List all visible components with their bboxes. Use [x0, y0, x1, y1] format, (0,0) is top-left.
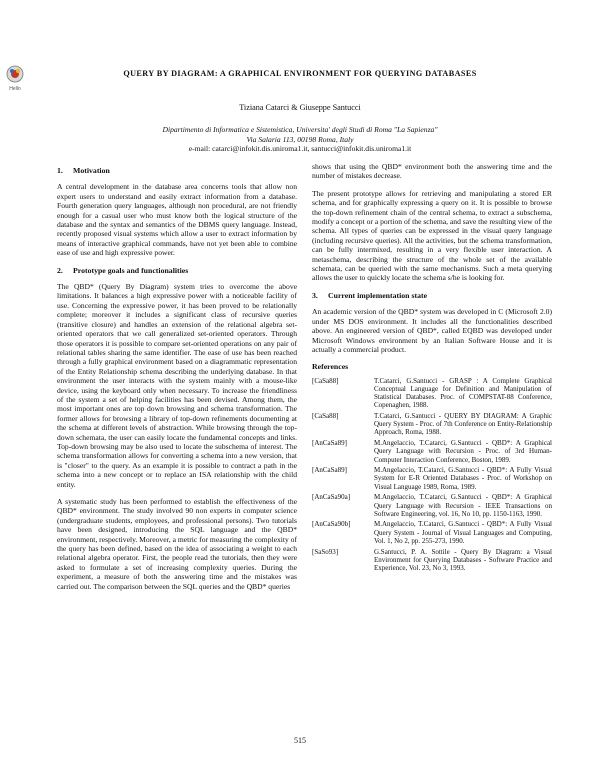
reference-text: M.Angelaccio, T.Catarci, G.Santucci - QBD*: A Fully Visual System for E-R Oriented Databases - Proc. of Workshop on Visual Language 1989, Roma, 1989. [374, 466, 552, 491]
affiliation-block [80, 125, 520, 154]
reference-text: M.Angelaccio, T.Catarci, G.Santucci - QBD*: A Graphical Query Language with Recursion - Proc. of 3rd Human-Computer Interaction Conference, Boston, 1989. [374, 439, 552, 464]
reference-entry [312, 466, 552, 493]
implementation-paragraph: An academic version of the QBD* system was developed in C (Microsoft 2.0) under MS DOS environment. It includes all the functionalities described above. An engineered version of QBD*, called EQBD was developed under Microsoft Windows environment by an Italian Software House and it is actually a commercial product. [312, 307, 552, 354]
publisher-logo-icon [4, 64, 26, 94]
page-number: 515 [294, 736, 306, 745]
reference-entry [312, 412, 552, 439]
reference-text: M.Angelaccio, T.Catarci, G.Santucci - QBD*: A Fully Visual Query System - Journal of Visual Languages and Computing, Vol. 1, No 2, pp. 255-273, 1990. [374, 520, 552, 545]
goals-paragraph-1: The QBD* (Query By Diagram) system tries to overcome the above limitations. It balances a high expressive power with a noticeable facility of use. Concerning the expressive power, it has been proved to be relationally complete; moreover it includes a significant class of recursive queries (transitive closure) and handles an extension of the relational algebra set-oriented operators that we call generalized set-oriented operators. Through those operators it is possible to compare set-oriented operations on any pair of relational tables sharing the same identifier. The ease of use has been reached through a fully graphical environment based on a diagrammatic representation of the Entity Relationship schema describing the underlying database. In that environment the user interacts with the system mainly with a mouse-like device, using the keyboard only when necessary. To increase the friendliness of the system a set of helping facilities has been devised. Among them, the most important ones are top down browsing and schema transformation. The former allows for browsing a library of top-down refinements documenting at the schema at different levels of abstraction. While browsing through the top-down schemata, the user can easily locate the fundamental concepts and links. Top-down browsing may be also used to locate the subschema of interest. The schema transformation allows for converting a schema into a new version, that is "closer" to the query. As an example it is possible to contract a path in the schema into a new concept or to replace an ISA relationship with the child entity. [57, 282, 297, 489]
section-heading-implementation: 3. Current implementation state [312, 290, 428, 300]
right-paragraph-2: The present prototype allows for retrieving and manipulating a stored ER schema, and for graphically expressing a query on it. It is possible to browse the top-down refinement chain of the central schema, to extract a subschema, modify a concept or a portion of the schema, and save the resulting view of the schema. All types of queries can be expressed in the visual query language (including recursive queries). All the activities, but the schema transformation, can be fully intermixed, resulting in a very flexible user interaction. A metaschema, describing the structure of the whole set of the available schemata, can be queried with the same mechanisms. Such a meta querying allows the user to quickly locate the schema s/he is looking for. [312, 188, 552, 283]
affiliation-line-1: Dipartimento di Informatica e Sistemistica, Universita' degli Studi di Roma "La Sapienza" [162, 125, 438, 134]
right-column [312, 162, 552, 575]
right-paragraph-1: shows that using the QBD* environment both the answering time and the number of mistakes decrease. [312, 162, 552, 181]
reference-text: M.Angelaccio, T.Catarci, G.Santucci - QBD*: A Graphical Query Language with Recursion - IEEE Transactions on Software Engineering, vol. 16, No 10, pp. 1150-1163, 1990. [374, 493, 552, 518]
affiliation-email: e-mail: catarci@infokit.dis.uniroma1.it, santucci@infokit.dis.uniroma1.it [188, 144, 412, 153]
references-heading: References [312, 362, 349, 372]
reference-entry [312, 493, 552, 520]
reference-tag: [AnCaSa89] [312, 439, 347, 448]
left-column [57, 162, 297, 599]
reference-tag: [AnCaSa90b] [312, 520, 351, 529]
references-list [312, 377, 552, 575]
logo-text: Hello [9, 86, 21, 92]
motivation-paragraph: A central development in the database area concerns tools that allow non expert users to understand and easily extract information from a database. Fourth generation query languages, although non procedural, are not friendly enough for a casual user who must know both the logical structure of the database and the syntax and semantics of the DBMS query language. Instead, recently proposed visual systems which allow a user to extract information by means of interactive graphical commands, have not yet been able to combine ease of use and high expressive power. [57, 182, 297, 258]
reference-tag: [AnCaSa89] [312, 466, 347, 475]
reference-entry [312, 548, 552, 575]
reference-tag: [CaSa88] [312, 376, 339, 385]
section-heading-goals: 2. Prototype goals and functionalities [57, 265, 189, 275]
reference-entry [312, 520, 552, 547]
reference-text: G.Santucci, P. A. Sottile - Query By Diagram: a Visual Environment for Querying Databases - Software Practice and Experience, Vol. 23, No 3, 1993. [374, 547, 552, 572]
paper-authors: Tiziana Catarci & Giuseppe Santucci [239, 103, 361, 112]
reference-text: T.Catarci, G.Santucci - QUERY BY DIAGRAM: A Graphic Query System - Proc. of 7th Conference on Entity-Relationship Approach, Roma, 1988. [374, 412, 552, 437]
section-heading-motivation: 1. Motivation [57, 166, 110, 175]
affiliation-line-2: Via Salaria 113, 00198 Roma, Italy [246, 134, 354, 144]
reference-entry [312, 377, 552, 412]
reference-tag: [AnCaSa90a] [312, 493, 351, 502]
reference-tag: [CaSa88] [312, 412, 339, 421]
reference-entry [312, 439, 552, 466]
reference-text: T.Catarci, G.Santucci - GRASP : A Complete Graphical Conceptual Language for Definition and Manipulation of Statistical Databases. Proc. of COMPSTAT-88 Conference, Copenaghen, 1988. [374, 376, 552, 410]
paper-title: QUERY BY DIAGRAM: A GRAPHICAL ENVIRONMENT FOR QUERYING DATABASES [123, 69, 477, 78]
goals-paragraph-2: A systematic study has been performed to establish the effectiveness of the QBD* environment. The study involved 90 non experts in computer science (undergraduate students, employees, and professional persons). Two tutorials have been designed, introducing the SQL language and the QBD* environment, respectively. Moreover, a metric for measuring the complexity of the query has been defined, based on the idea of associating a weight to each relational algebra operator. First, the people read the tutorials, then they were asked to formulate a set of increasing complexity queries. During the experiment, a measure of both the answering time and the mistakes was carried out. The comparison between the SQL queries and the QBD* queries [57, 497, 298, 591]
reference-tag: [SaSo93] [312, 547, 339, 556]
